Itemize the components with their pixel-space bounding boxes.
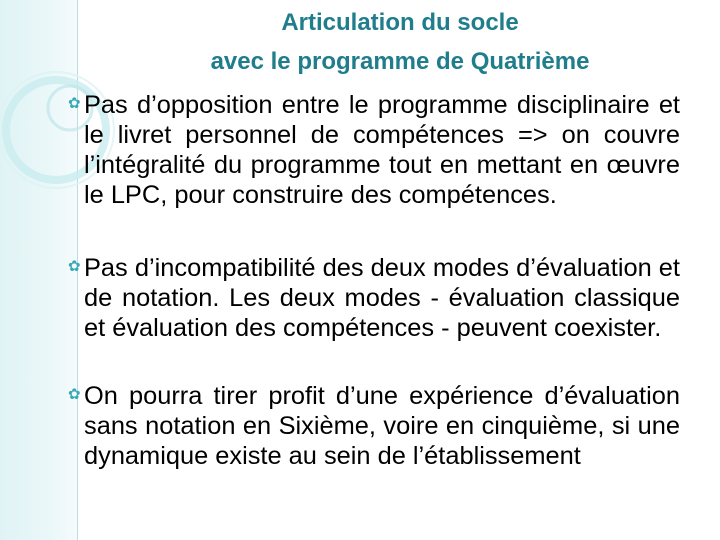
bullet-text-2: Pas d’incompatibilité des deux modes d’évaluation et de notation. Les deux modes - évaluation classique et évaluation des compétences - peuvent coexister. <box>84 254 680 342</box>
bullet-item-1 <box>68 90 680 210</box>
bullet-item-2 <box>68 253 680 343</box>
bullet-text-3: On pourra tirer profit d’une expérience d’évaluation sans notation en Sixième, voire en cinquième, si une dynamique existe au sein de l’établissement <box>84 382 680 470</box>
bullet-text-1: Pas d’opposition entre le programme disciplinaire et le livret personnel de compétences => on couvre l’intégralité du programme tout en mettant en œuvre le LPC, pour construire des compétences. <box>84 91 680 209</box>
bullet-item-3 <box>68 381 680 471</box>
flower-bullet-icon: ✿ <box>68 95 81 112</box>
slide-title-line2: avec le programme de Quatrième <box>210 48 590 75</box>
slide-title-line1: Articulation du socle <box>281 9 519 36</box>
flower-bullet-icon: ✿ <box>68 258 81 275</box>
flower-bullet-icon: ✿ <box>68 386 81 403</box>
